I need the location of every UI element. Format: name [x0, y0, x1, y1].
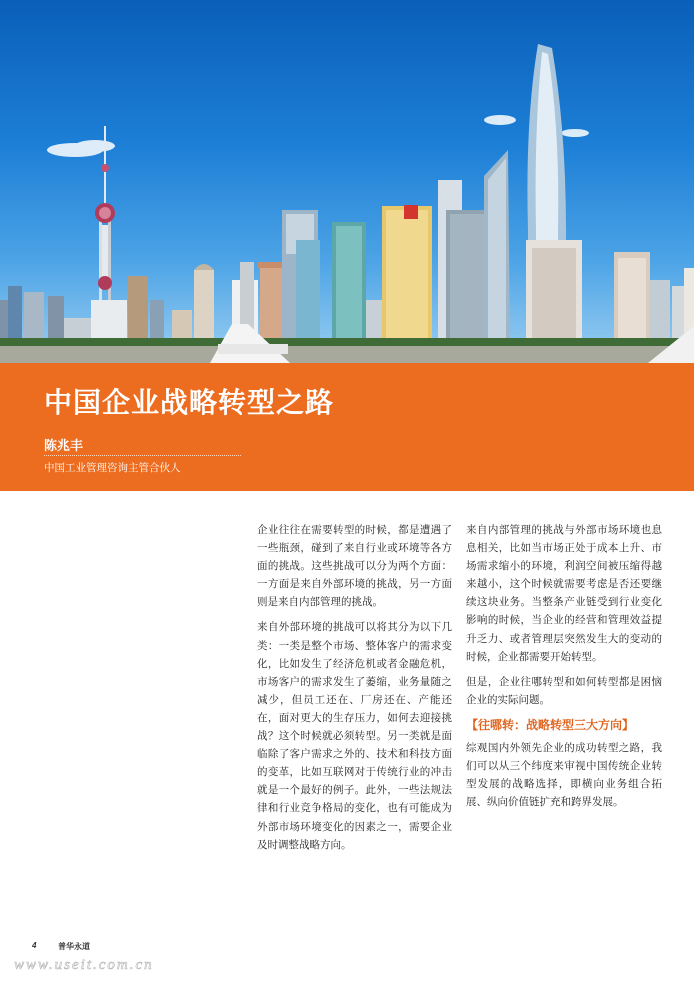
title-banner	[0, 363, 694, 491]
buildings-right	[526, 240, 694, 345]
author-role: 中国工业管理咨询主管合伙人	[44, 462, 181, 474]
author-divider	[44, 455, 241, 456]
hero-skyline-photo	[0, 0, 694, 363]
article-title: 中国企业战略转型之路	[44, 386, 335, 419]
paragraph: 来自内部管理的挑战与外部市场环境也息息相关，比如当市场正处于成本上升、市场需求缩小的环境，利润空间被压缩得越来越小，这个时候就需要考虑是否还要继续这块业务。当整条产业链受到行业变化影响的时候，当企业的经营和管理效益提升乏力、或者管理层突然发生大的变动的时候，企业都需要开始转型。	[466, 524, 662, 663]
paragraph: 来自外部环境的挑战可以将其分为以下几类：一类是整个市场、整体客户的需求变化，比如发生了经济危机或者金融危机，市场客户的需求发生了萎缩，业务量随之减少，但员工还在、厂房还在、产能还在，面对更大的生存压力，如何去迎接挑战？这个时候就必须转型。另一类就是面临除了客户需求之外的、技术和科技方面的变革，比如互联网对于传统行业的冲击就是一个最好的例子。此外，一些法规法律和行业竞争格局的变化，也有可能成为外部市场环境变化的因素之一，需要企业及时调整战略方向。	[257, 621, 452, 851]
author-name: 陈兆丰	[44, 439, 84, 454]
page-number: 4	[32, 941, 37, 950]
center-buildings	[332, 180, 508, 345]
section-heading: 【往哪转：战略转型三大方向】	[466, 717, 635, 732]
mid-buildings-left	[128, 210, 320, 345]
far-buildings-left	[0, 286, 92, 345]
riverbank-trees	[0, 338, 694, 346]
body-column-right	[466, 521, 662, 818]
paragraph: 企业往往在需要转型的时候，都是遭遇了一些瓶颈，碰到了来自行业或环境等各方面的挑战。这些挑战可以分为两个方面：一方面是来自外部环境的挑战，另一方面则是来自内部管理的挑战。	[257, 524, 452, 609]
skyline-illustration	[0, 0, 694, 363]
watermark-text: www.useit.com.cn	[14, 957, 154, 973]
paragraph: 综观国内外领先企业的成功转型之路，我们可以从三个纬度来审视中国传统企业转型发展的战略选择，即横向业务组合拓展、纵向价值链扩充和跨界发展。	[466, 742, 662, 809]
tower-pearl	[91, 126, 127, 345]
river-water	[0, 346, 694, 363]
publication-name: 普华永道	[58, 942, 90, 951]
body-column-left	[257, 521, 452, 861]
paragraph: 但是，企业往哪转型和如何转型都是困恼企业的实际问题。	[466, 675, 662, 706]
